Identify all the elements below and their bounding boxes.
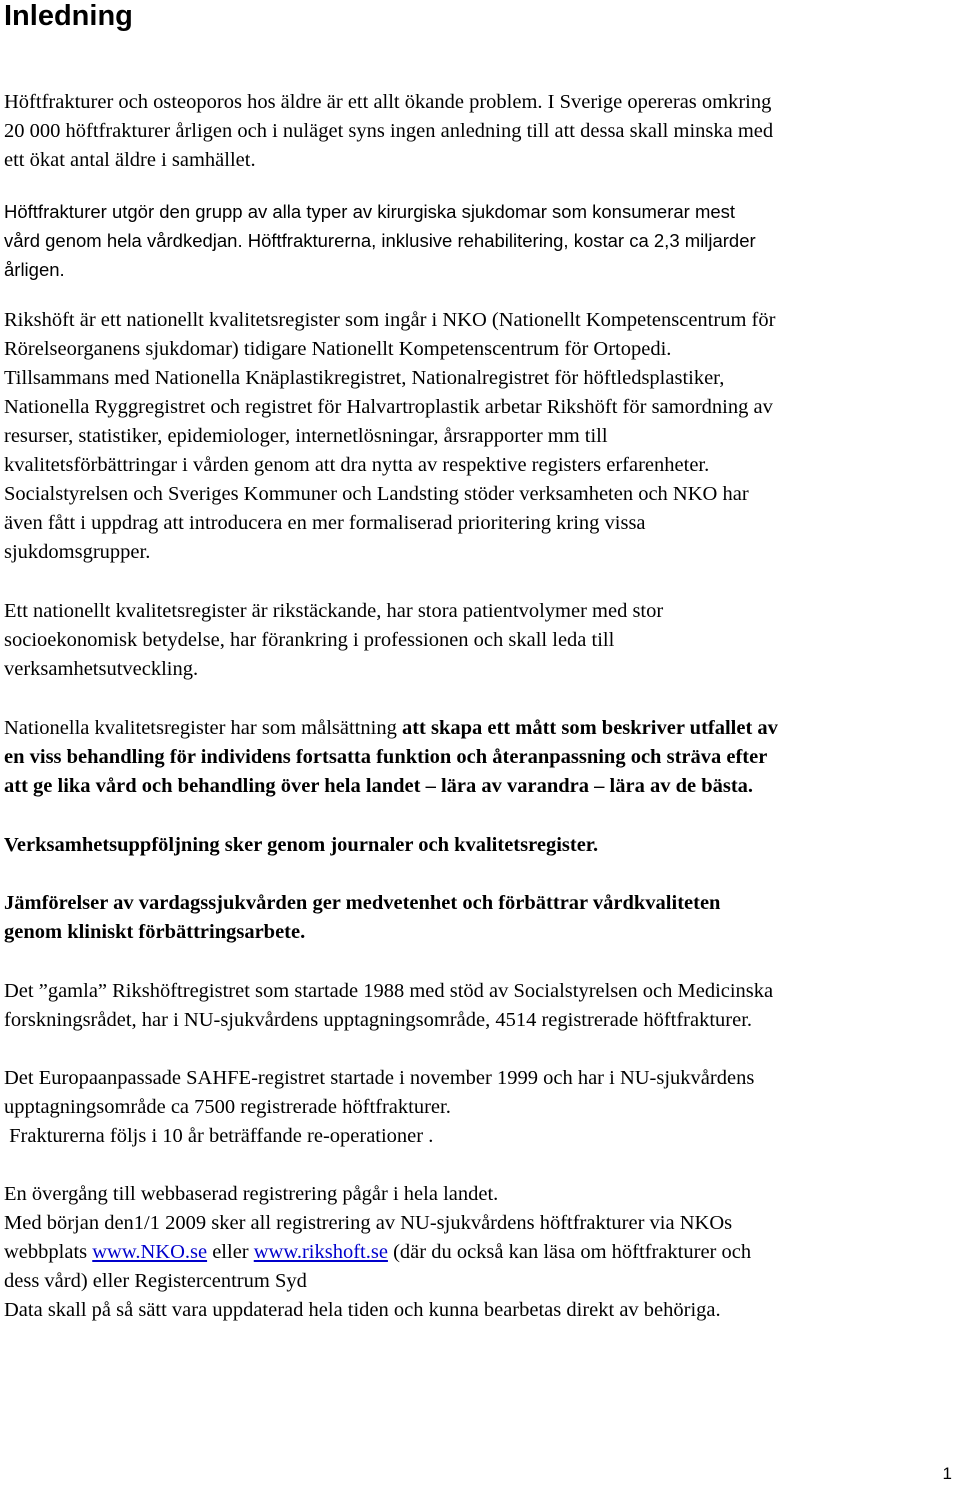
page-title: Inledning [4, 0, 133, 32]
text-line: verksamhetsutveckling. [4, 658, 199, 680]
text-line: Verksamhetsuppföljning sker genom journaler och kvalitetsregister. [4, 834, 599, 856]
paragraph-intro [4, 88, 960, 175]
paragraph-old-register [4, 977, 960, 1035]
nko-link[interactable]: www.NKO.se [92, 1241, 208, 1263]
text-line: sjukdomsgrupper. [4, 541, 151, 563]
goal-bold-text: att skapa ett mått som beskriver utfallet av [401, 717, 778, 739]
text-line: Socialstyrelsen och Sveriges Kommuner och Landsting stöder verksamheten och NKO har [4, 483, 749, 505]
paragraph-costs [4, 197, 960, 284]
text-line: Med början den1/1 2009 sker all registrering av NU-sjukvårdens höftfrakturer via NKOs [4, 1212, 733, 1234]
page-number: 1 [942, 1464, 952, 1483]
text-line: Nationella Ryggregistret och registret för Halvartroplastik arbetar Rikshöft för samordning av [4, 396, 773, 418]
text-line: ett ökat antal äldre i samhället. [4, 149, 256, 171]
text-line: resurser, statistiker, epidemiologer, internetlösningar, årsrapporter mm till [4, 425, 608, 447]
text-line: 20 000 höftfrakturer årligen och i nuläget syns ingen anledning till att dessa skall minska med [4, 120, 774, 142]
paragraph-goals [4, 714, 960, 801]
text-line: Rikshöft är ett nationellt kvalitetsregister som ingår i NKO (Nationellt Kompetenscentrum för [4, 309, 776, 331]
text-line: kvalitetsförbättringar i vården genom att dra nytta av respektive registers erfarenheter. [4, 454, 710, 476]
goal-lead-text: Nationella kvalitetsregister har som målsättning [4, 717, 402, 739]
paragraph-comparisons [4, 889, 960, 947]
paragraph-followup [4, 831, 960, 860]
text-line: Data skall på så sätt vara uppdaterad hela tiden och kunna bearbetas direkt av behöriga. [4, 1299, 721, 1321]
text-line: Rörelseorganens sjukdomar) tidigare Nationellt Kompetenscentrum för Ortopedi. [4, 338, 672, 360]
text-line: upptagningsområde ca 7500 registrerade höftfrakturer. [4, 1096, 451, 1118]
text-line: Frakturerna följs i 10 år beträffande re-operationer . [4, 1125, 434, 1147]
text-line: vård genom hela vårdkedjan. Höftfrakturerna, inklusive rehabilitering, kostar ca 2,3 miljarder [4, 230, 756, 251]
paragraph-sahfe [4, 1064, 960, 1151]
text-line: En övergång till webbaserad registrering pågår i hela landet. [4, 1183, 499, 1205]
text-line: Det ”gamla” Rikshöftregistret som startade 1988 med stöd av Socialstyrelsen och Medicinska [4, 980, 774, 1002]
link-trailing-text: (där du också kan läsa om höftfrakturer och [387, 1241, 752, 1263]
rikshoft-link[interactable]: www.rikshoft.se [253, 1241, 388, 1263]
eller-text: eller [207, 1241, 254, 1263]
text-line: Tillsammans med Nationella Knäplastikregistret, Nationalregistret för höftledsplastiker, [4, 367, 725, 389]
text-line: Höftfrakturer utgör den grupp av alla typer av kirurgiska sjukdomar som konsumerar mest [4, 201, 736, 222]
text-line: även fått i uppdrag att introducera en mer formaliserad prioritering kring vissa [4, 512, 646, 534]
text-line: Jämförelser av vardagssjukvården ger medvetenhet och förbättrar vårdkvaliteten [4, 892, 721, 914]
text-line: en viss behandling för individens fortsatta funktion och återanpassning och sträva efter [4, 746, 768, 768]
text-line: dess vård) eller Registercentrum Syd [4, 1270, 307, 1292]
text-line: Ett nationellt kvalitetsregister är rikstäckande, har stora patientvolymer med stor [4, 600, 664, 622]
webbplats-label: webbplats [4, 1241, 93, 1263]
text-line [4, 1238, 960, 1267]
paragraph-national-register [4, 597, 960, 684]
text-line: att ge lika vård och behandling över hela landet – lära av varandra – lära av de bästa. [4, 775, 754, 797]
text-line: forskningsrådet, har i NU-sjukvårdens upptagningsområde, 4514 registrerade höftfrakturer. [4, 1009, 753, 1031]
paragraph-rikshoft [4, 306, 960, 567]
text-line: genom kliniskt förbättringsarbete. [4, 921, 306, 943]
text-line: Det Europaanpassade SAHFE-registret startade i november 1999 och har i NU-sjukvårdens [4, 1067, 755, 1089]
text-line: socioekonomisk betydelse, har förankring i professionen och skall leda till [4, 629, 615, 651]
paragraph-web-registration [4, 1180, 960, 1325]
text-line: årligen. [4, 259, 65, 280]
text-line: Höftfrakturer och osteoporos hos äldre är ett allt ökande problem. I Sverige opereras omkring [4, 91, 772, 113]
text-line [4, 714, 960, 743]
